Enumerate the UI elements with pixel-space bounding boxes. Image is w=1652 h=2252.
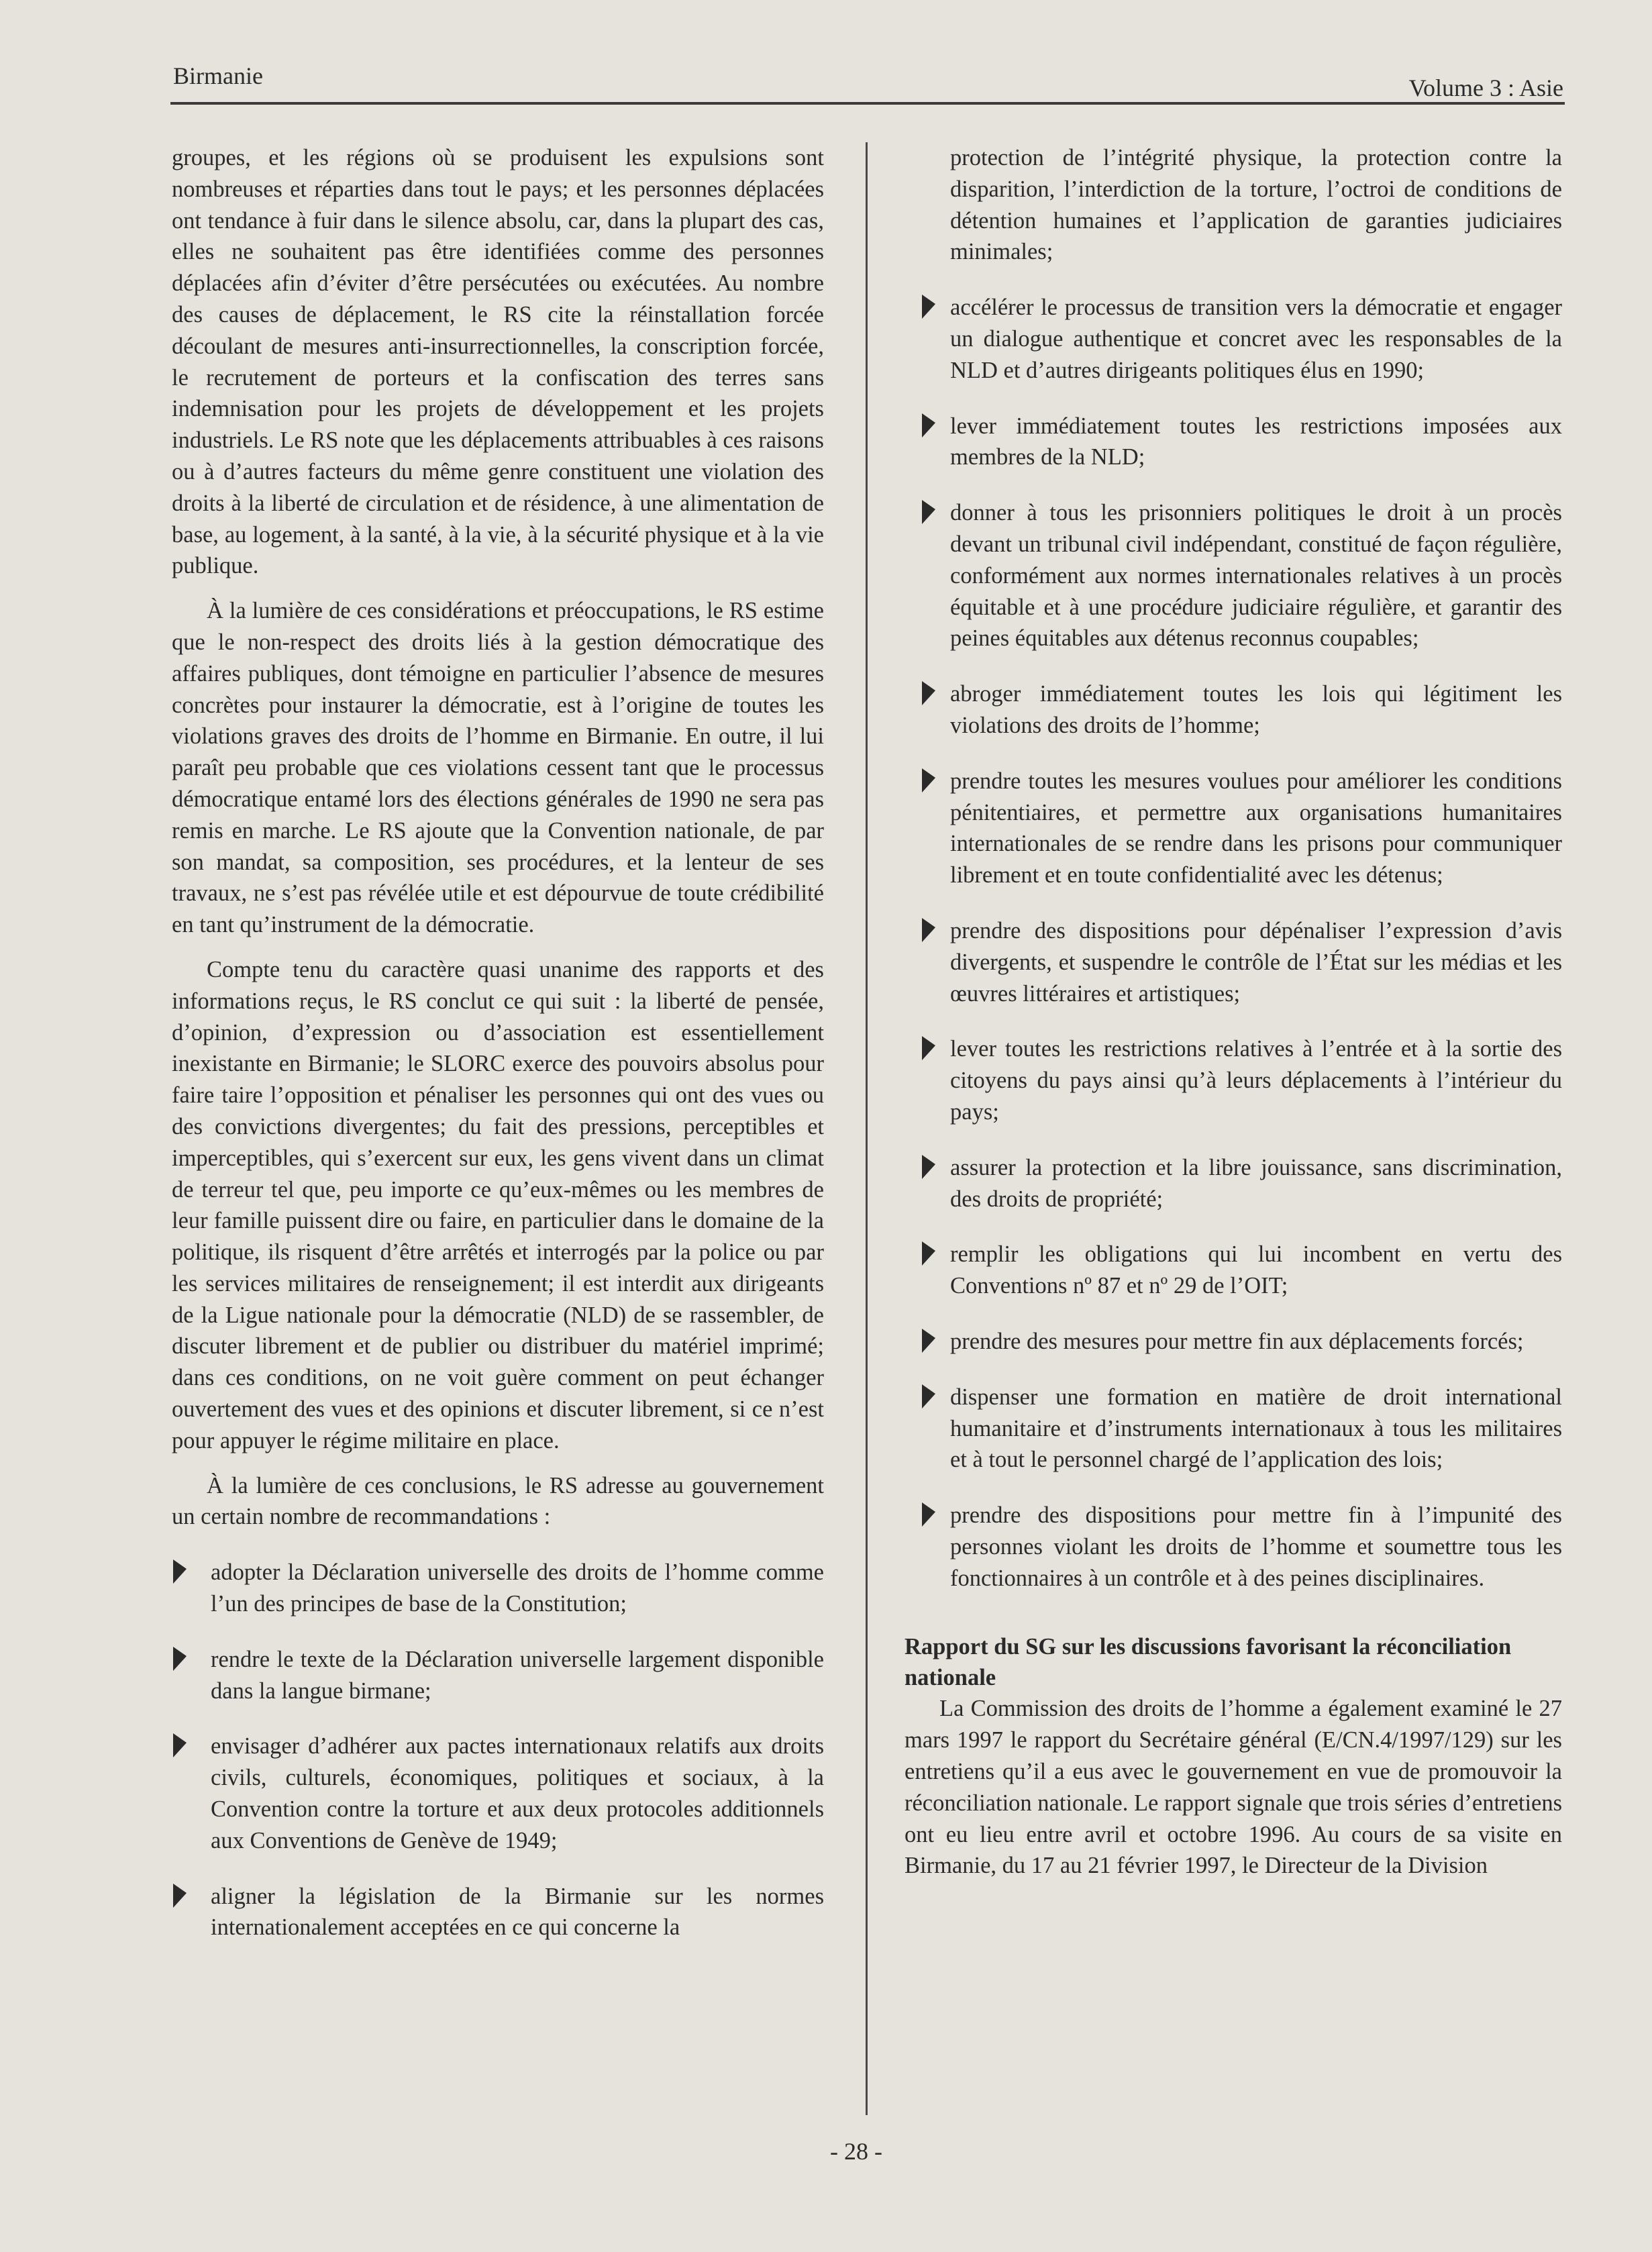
paragraph: À la lumière de ces considérations et préoccupations, le RS estime que le non-respect des droits liés à la gestion démocratique des affaires publiques, dont témoigne en particulier l’absence de mesures concrètes pour instaurer la démocratie, est à l’origine de toutes les violations graves des droits de l’homme en Birmanie. En outre, il lui paraît peu probable que ces violations cessent tant que le processus démocratique entamé lors des élections générales de 1990 ne sera pas remis en marche. Le RS ajoute que la Convention nationale, de par son mandat, sa composition, ses procédures, et la lenteur de ses travaux, ne s’est pas révélée utile et est dépourvue de toute crédibilité en tant qu’instrument de la démocratie. [172, 598, 824, 938]
list-item-text: assurer la protection et la libre jouissance, sans discrimination, des droits de propriété; [950, 1154, 1562, 1212]
list-item [905, 1500, 1562, 1594]
right-column [905, 142, 1562, 1882]
list-item-text: remplir les obligations qui lui incombent en vertu des Conventions nº 87 et nº 29 de l’OIT; [950, 1241, 1562, 1299]
list-item-text: donner à tous les prisonniers politiques le droit à un procès devant un tribunal civil indépendant, constitué de façon régulière, conformément aux normes internationales relatives à un procès équitable et à une procédure judiciaire régulière, et garantir des peines équitables aux détenus reconnus coupables; [950, 500, 1562, 652]
list-item [172, 1557, 824, 1620]
triangle-bullet-icon [921, 1035, 937, 1062]
paragraph: groupes, et les régions où se produisent les expulsions sont nombreuses et réparties dans tout le pays; et les personnes déplacées ont tendance à fuir dans le silence absolu, car, dans la plupart des cas, elles ne souhaitent pas être identifiées comme des personnes déplacées afin d’éviter d’être persécutées ou exécutées. Au nombre des causes de déplacement, le RS cite la réinstallation forcée découlant de mesures anti-insurrectionnelles, la conscription forcée, le recrutement de porteurs et la confiscation des terres sans indemnisation pour les projets de développement et les projets industriels. Le RS note que les déplacements attribuables à ces raisons ou à d’autres facteurs du même genre constituent une violation des droits à la liberté de circulation et de résidence, à une alimentation de base, au logement, à la santé, à la vie, à la sécurité physique et à la vie publique. [172, 145, 824, 579]
list-item-text: prendre des mesures pour mettre fin aux déplacements forcés; [950, 1328, 1524, 1354]
paragraph: À la lumière de ces conclusions, le RS adresse au gouvernement un certain nombre de recommandations : [172, 1472, 824, 1530]
list-item [905, 766, 1562, 891]
header-rule [170, 102, 1565, 105]
list-item-text: adopter la Déclaration universelle des droits de l’homme comme l’un des principes de base de la Constitution; [211, 1559, 824, 1617]
list-item [905, 411, 1562, 474]
triangle-bullet-icon [921, 1240, 937, 1267]
list-item [905, 497, 1562, 654]
triangle-bullet-icon [921, 1327, 937, 1354]
triangle-bullet-icon [172, 1558, 188, 1585]
list-item [905, 292, 1562, 386]
running-header-volume: Volume 3 : Asie [1408, 74, 1563, 101]
running-header-country: Birmanie [173, 62, 263, 89]
triangle-bullet-icon [921, 917, 937, 943]
list-item-text: rendre le texte de la Déclaration universelle largement disponible dans la langue birmane; [211, 1646, 824, 1704]
triangle-bullet-icon [921, 1383, 937, 1410]
list-item-text: prendre toutes les mesures voulues pour améliorer les conditions pénitentiaires, et permettre aux organisations humanitaires internationales de se rendre dans les prisons pour communiquer librement et en toute confidentialité avec les détenus; [950, 768, 1562, 888]
list-item [905, 915, 1562, 1009]
column-divider [866, 142, 868, 2115]
list-item [172, 1881, 824, 1944]
list-item [172, 1731, 824, 1856]
section-heading: Rapport du SG sur les discussions favorisant la réconciliation nationale [905, 1634, 1512, 1691]
triangle-bullet-icon [172, 1882, 188, 1909]
triangle-bullet-icon [921, 412, 937, 439]
triangle-bullet-icon [172, 1732, 188, 1759]
list-item-text: prendre des dispositions pour mettre fin à l’impunité des personnes violant les droits de l’homme et soumettre tous les fonctionnaires à un contrôle et à des peines disciplinaires. [950, 1502, 1562, 1591]
list-item-text: prendre des dispositions pour dépénaliser l’expression d’avis divergents, et suspendre le contrôle de l’État sur les médias et les œuvres littéraires et artistiques; [950, 917, 1562, 1007]
list-item-text: lever immédiatement toutes les restrictions imposées aux membres de la NLD; [950, 413, 1562, 470]
list-item-text: lever toutes les restrictions relatives à l’entrée et à la sortie des citoyens du pays ainsi qu’à leurs déplacements à l’intérieur du pays; [950, 1036, 1562, 1125]
list-item [905, 1152, 1562, 1215]
list-item [905, 1239, 1562, 1302]
list-item [905, 1033, 1562, 1127]
triangle-bullet-icon [921, 499, 937, 525]
list-item-text: envisager d’adhérer aux pactes internationaux relatifs aux droits civils, culturels, économiques, politiques et sociaux, à la Convention contre la torture et aux deux protocoles additionnels aux Conventions de Genève de 1949; [211, 1733, 824, 1853]
list-item-text: dispenser une formation en matière de droit international humanitaire et d’instruments internationaux à tous les militaires et à tout le personnel chargé de l’application des lois; [950, 1384, 1562, 1473]
list-item-continuation: protection de l’intégrité physique, la protection contre la disparition, l’interdiction de la torture, l’octroi de conditions de détention humaines et l’application de garanties judiciaires minimales; [950, 145, 1562, 265]
list-item-text: accélérer le processus de transition vers la démocratie et engager un dialogue authentique et concret avec les responsables de la NLD et d’autres dirigeants politiques élus en 1990; [950, 295, 1562, 383]
list-item [172, 1644, 824, 1707]
triangle-bullet-icon [921, 1154, 937, 1180]
triangle-bullet-icon [172, 1645, 188, 1672]
list-item [905, 1382, 1562, 1476]
list-item-text: aligner la législation de la Birmanie sur les normes internationalement acceptées en ce qui concerne la [211, 1883, 824, 1941]
left-column [172, 142, 824, 1943]
triangle-bullet-icon [921, 293, 937, 320]
list-item [905, 1326, 1562, 1358]
triangle-bullet-icon [921, 680, 937, 707]
list-item-text: abroger immédiatement toutes les lois qui légitiment les violations des droits de l’homme; [950, 681, 1562, 738]
triangle-bullet-icon [921, 767, 937, 794]
list-item [905, 678, 1562, 741]
triangle-bullet-icon [921, 1501, 937, 1528]
paragraph: La Commission des droits de l’homme a également examiné le 27 mars 1997 le rapport du Secrétaire général (E/CN.4/1997/129) sur les entretiens qu’il a eus avec le gouvernement en vue de promouvoir la réconciliation nationale. Le rapport signale que trois séries d’entretiens ont eu lieu entre avril et octobre 1996. Au cours de sa visite en Birmanie, du 17 au 21 février 1997, le Directeur de la Division [905, 1696, 1563, 1879]
paragraph: Compte tenu du caractère quasi unanime des rapports et des informations reçus, le RS conclut ce qui suit : la liberté de pensée, d’opinion, d’expression ou d’association est essentiellement inexistante en Birmanie; le SLORC exerce des pouvoirs absolus pour faire taire l’opposition et pénaliser les personnes qui ont des vues ou des convictions divergentes; du fait des pressions, perceptibles et imperceptibles, qui s’exercent sur eux, les gens vivent dans un climat de terreur tel que, peu importe ce qu’eux-mêmes ou les membres de leur famille puissent dire ou faire, en particulier dans le domaine de la politique, ils risquent d’être arrêtés et interrogés par la police ou par les services militaires de renseignement; il est interdit aux dirigeants de la Ligue nationale pour la démocratie (NLD) de se rassembler, de discuter librement et de publier ou distribuer du matériel imprimé; dans ces conditions, on ne voit guère comment on peut échanger ouvertement des vues et des opinions et discuter librement, si ce n’est pour appuyer le régime militaire en place. [172, 956, 824, 1453]
page-number: - 28 - [830, 2138, 882, 2165]
